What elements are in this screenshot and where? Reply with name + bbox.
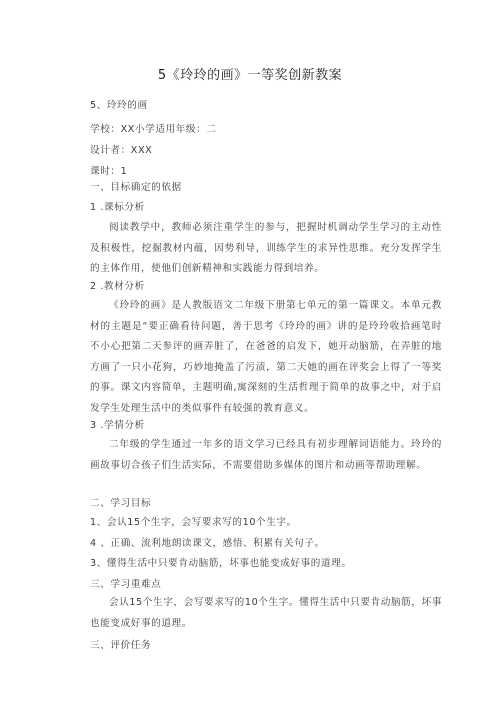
- document-title: 5《玲玲的画》一等奖创新教案: [157, 68, 343, 83]
- section-heading-3: 三、学习重难点: [90, 579, 162, 590]
- period-line: 课时：1: [90, 166, 128, 177]
- paragraph-learners: 二年级的学生通过一年多的语文学习已经具有初步理解词语能力。玲玲的画故事切合孩子们生活实际，不需要借助多媒体的图片和动画等帮助理解。: [90, 439, 442, 471]
- school-line: 学校：XX小学适用年级：二: [90, 124, 217, 135]
- subheading-textbook: 2 .教材分析: [90, 281, 145, 292]
- subheading-learners: 3 .学情分析: [90, 420, 145, 431]
- subheading-curriculum: 1 .课标分析: [90, 202, 145, 213]
- section-heading-1: 一、目标确定的依据: [90, 182, 182, 193]
- goal-item-1: 1、会认15个生字，会写要求写的10个生字。: [90, 517, 297, 528]
- goal-item-2: 4 、正确、流利地朗读课文，感悟、积累有关句子。: [90, 538, 325, 549]
- paragraph-curriculum: 阅读教学中，教师必须注重学生的参与，把握时机调动学生学习的主动性及积极性，挖掘教材内蕴，因势利导，训练学生的求异性思维。充分发挥学生的主体作用，使他们创新精神和实践能力得到培养。: [90, 222, 442, 274]
- paragraph-key-points: 会认15个生字，会写要求写的10个生字。懂得生活中只要肯动脑筋，坏事也能变成好事的道理。: [90, 597, 442, 629]
- paragraph-textbook: 《玲玲的画》是人教版语文二年级下册第七单元的第一篇课文。本单元教材的主题是“要正确看待问题，善于思考《玲玲的画》讲的是玲玲收拾画笔时不小心把第二天参评的画弄脏了，在爸爸的启发下，她开动脑筋，在弄脏的地方画了一只小花狗，巧妙地掩盖了污渍，第二天她的画在评奖会上得了一等奖的事。课文内容简单，主题明确,寓深刻的生活哲理于简单的故事之中，对于启发学生处理生活中的类似事件有较强的教育意义。: [90, 300, 442, 414]
- lesson-heading: 5、玲玲的画: [90, 100, 148, 111]
- goal-item-3: 3、懂得生活中只要肯动脑筋，坏事也能变成好事的道理。: [90, 558, 352, 569]
- section-heading-2: 二、学习目标: [90, 498, 152, 509]
- section-heading-4: 三、评价任务: [90, 640, 152, 651]
- designer-line: 设计者：XXX: [90, 145, 153, 156]
